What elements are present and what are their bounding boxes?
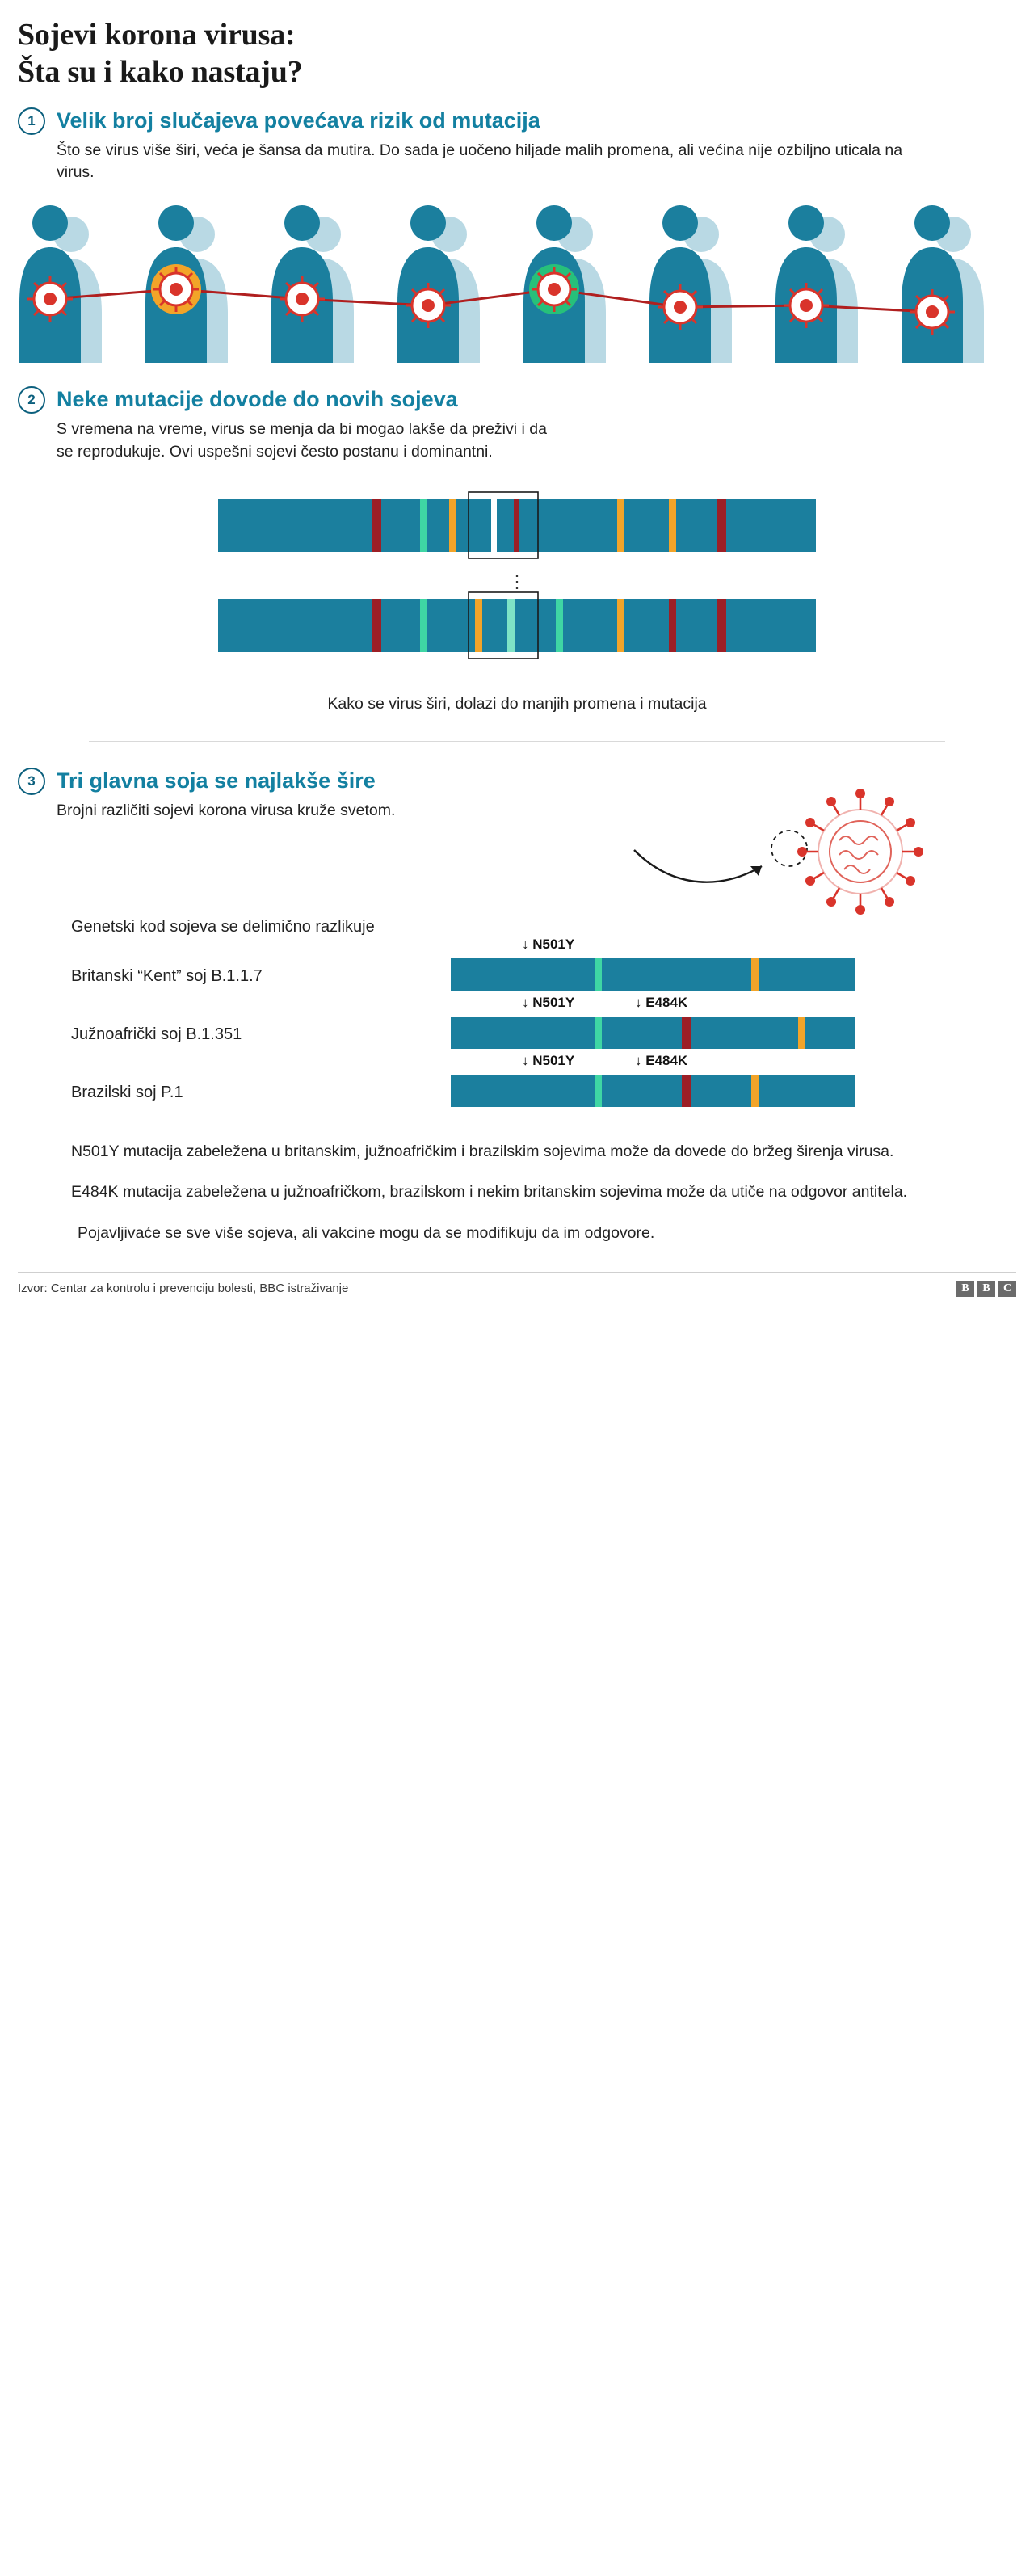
mutation-marker — [635, 1053, 687, 1069]
genome-comparison — [0, 484, 1034, 674]
strain-bar-holder — [451, 936, 871, 995]
strain-label: Južnoafrički soj B.1.351 — [71, 1025, 242, 1043]
mutation-marker — [635, 995, 687, 1011]
mutation-name: E484K — [645, 1052, 688, 1068]
strain-bar — [451, 958, 871, 991]
bbc-logo-letter: B — [956, 1281, 974, 1297]
mutation-name: N501Y — [532, 936, 575, 952]
mutation-name: N501Y — [532, 1052, 575, 1068]
genome-strip-2 — [218, 592, 816, 659]
strain-label: Brazilski soj P.1 — [71, 1083, 183, 1101]
notes-block — [0, 1140, 1034, 1244]
bbc-logo-letter: C — [998, 1281, 1016, 1297]
step-1-header — [0, 95, 1034, 135]
step-1-body: Što se virus više širi, veća je šansa da mutira. Do sada je uočeno hiljade malih promena, ali većina nije ozbiljno uticala na virus. — [57, 141, 903, 182]
strain-row — [0, 1052, 1034, 1116]
step-3-body: Brojni različiti sojevi korona virusa kruže svetom. — [57, 802, 396, 820]
mutation-marker — [522, 995, 574, 1011]
mutation-labels — [451, 1053, 871, 1072]
genome-ellipsis: ⋮ — [508, 571, 526, 592]
bbc-logo-letter: B — [977, 1281, 995, 1297]
strain-bar — [451, 1075, 871, 1107]
genome-svg — [0, 484, 1034, 670]
step-1-number: 1 — [18, 107, 45, 135]
mutation-name: E484K — [645, 994, 688, 1010]
mutation-marker — [522, 1053, 574, 1069]
step-3-heading: Tri glavna soja se najlakše šire — [57, 768, 376, 793]
title-line-2: Šta su i kako nastaju? — [18, 55, 303, 90]
section-divider — [89, 741, 945, 742]
strain-bar-holder — [451, 1052, 871, 1111]
mutation-labels — [451, 995, 871, 1014]
note-vaccines: Pojavljivaće se sve više sojeva, ali vakcine mogu da se modifikuju da im odgovore. — [78, 1223, 655, 1242]
step-2-heading: Neke mutacije dovode do novih sojeva — [57, 387, 458, 412]
down-arrow-icon: ↓ — [522, 936, 529, 952]
people-illustration — [0, 205, 1034, 359]
virus-illustration — [618, 785, 965, 939]
genetic-code-caption: Genetski kod sojeva se delimično razlikuje — [71, 918, 375, 937]
footer — [0, 1273, 1034, 1311]
mutation-labels — [451, 937, 871, 956]
step-3-number: 3 — [18, 768, 45, 795]
down-arrow-icon: ↓ — [635, 994, 642, 1010]
bbc-logo — [956, 1281, 1016, 1297]
mutation-name: N501Y — [532, 994, 575, 1010]
strain-list — [0, 936, 1034, 1116]
title-line-1: Sojevi korona virusa: — [18, 18, 296, 52]
strain-row — [0, 936, 1034, 1000]
step-2-caption: Kako se virus širi, dolazi do manjih promena i mutacija — [327, 695, 707, 713]
strain-row — [0, 994, 1034, 1058]
mutation-marker — [522, 937, 574, 953]
step-2-number: 2 — [18, 386, 45, 414]
step-3-top — [0, 795, 1034, 823]
people-svg — [0, 205, 1034, 363]
down-arrow-icon: ↓ — [522, 1052, 529, 1068]
source-text: Izvor: Centar za kontrolu i prevenciju bolesti, BBC istraživanje — [18, 1282, 349, 1296]
down-arrow-icon: ↓ — [522, 994, 529, 1010]
page-title — [0, 0, 1034, 95]
genome-strip-1 — [218, 492, 816, 558]
strain-label: Britanski “Kent” soj B.1.1.7 — [71, 966, 263, 985]
note-e484k: E484K mutacija zabeležena u južnoafričkom, brazilskom i nekim britanskim sojevima može da utiče na odgovor antitela. — [71, 1183, 908, 1202]
strain-bar — [451, 1017, 871, 1049]
down-arrow-icon: ↓ — [635, 1052, 642, 1068]
strain-bar-holder — [451, 994, 871, 1053]
step-2-header — [0, 373, 1034, 414]
step-2-body: S vremena na vreme, virus se menja da bi mogao lakše da preživi i da se reprodukuje. Ovi uspešni sojevi često postanu i dominantni. — [57, 420, 547, 461]
step-1-heading: Velik broj slučajeva povećava rizik od mutacija — [57, 107, 540, 133]
note-n501y: N501Y mutacija zabeležena u britanskim, južnoafričkim i brazilskim sojevima može da dovede do bržeg širenja virusa. — [71, 1143, 894, 1161]
